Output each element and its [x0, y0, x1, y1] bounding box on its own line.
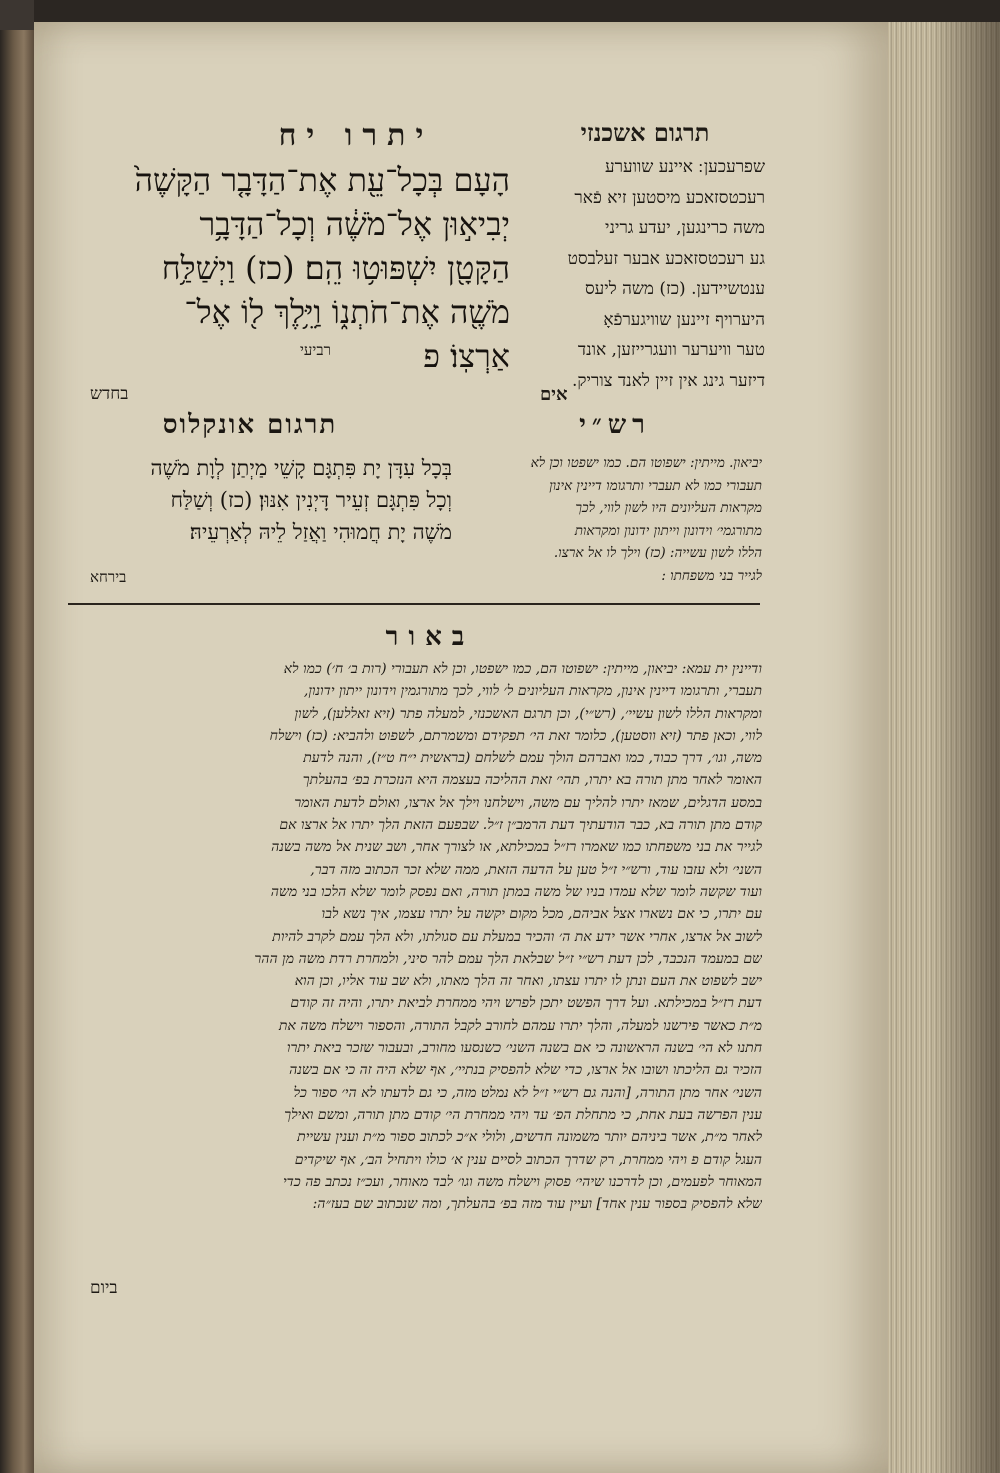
torah-line: יְבִיא֣וּן אֶל־מֹשֶׁ֔ה וְכָל־הַדָּבָ֥ר: [199, 205, 510, 243]
text-line: ענין הפרשה בעת אחת, כי מתחלת הפ׳ עד ויהי ממחרת הי׳ קודם מתן תורה, ומשם ואילך: [284, 1106, 762, 1123]
text-line: תעבורי כמו לא תעברי ותרגומו דיינין אינון: [549, 477, 762, 494]
aliyah-label: רביעי: [300, 341, 331, 359]
text-line: משה כרינגען, יעדע גריני: [605, 218, 765, 238]
text-line: טער וויערער וועגרייזען, אונד: [577, 340, 765, 360]
text-line: דיזער גינג אין זיין לאנד צוריק.: [572, 370, 765, 391]
text-line: לגייר את בני משפחתו כמו שאמרו רז״ל במכילתא, או לצורך אחר, ושב שנית אל משה בשנה: [271, 839, 762, 856]
text-line: במסע הדגלים, שמאז יתרו להליך עם משה, וישלחנו וילך אל ארצו, ואולם לדעת האומר: [294, 794, 762, 811]
onkelos-text: [88, 452, 452, 548]
text-line: הללו לשון עשייה: (כז) וילך לו אל ארצו.: [553, 545, 762, 561]
section-divider: [68, 603, 760, 605]
text-line: הזכיר גם הליכתו ושובו אל ארצו, כדי שלא להפסיק בנתיי׳, אף שלא היה זה כי אם בשנה: [289, 1062, 762, 1079]
text-line: יביאון. מייתין: ישפוטו הם. כמו ישפטו וכן לא: [530, 455, 762, 471]
parsha-heading: יתרו יח: [278, 118, 434, 153]
targum-onkelos-heading: תרגום אונקלוס: [162, 410, 338, 440]
text-line: קודם מתן תורה בא, כבר הודעתיך דעת הרמב״ן ז״ל. שבפעם הזאת הלך יתרו אל ארצו אם: [279, 817, 762, 834]
text-line: ענטשיידען. (כז) משה ליעס: [584, 279, 765, 299]
biur-text: [62, 658, 762, 1215]
targum-ashkenazi-text: [515, 152, 765, 396]
text-line: האומר לאחר מתן תורה בא יתרו, תהי׳ זאת ההליכה בעצמה היא הנזכרת בפ׳ בהעלתך: [302, 772, 762, 789]
text-line: לאחר מ״ת, אשר ביניהם יותר משמונה חדשים, ולולי א״כ לכתוב ספור מ״ת וענין עשיית: [297, 1129, 762, 1146]
text-line: רעכטסזאכע מיסטען זיא פֿאר: [574, 187, 765, 208]
text-line: מֹשֶׁה יָת חֲמוּהִי וַאֲזַל לֵיהּ לְאַרְעֵיהּ׃: [189, 520, 452, 544]
torah-line: הָעָם בְּכָל־עֵ֖ת אֶת־הַדָּבָ֤ר הַקָּשֶׁה֙: [134, 161, 510, 199]
text-line: ועוד שקשה לומר שלא עמדו בניו של משה במתן תורה, ואם נפסק לומר שלא הלכו בני משה: [270, 883, 762, 900]
catchword-im: אים: [540, 384, 568, 405]
text-line: גע רעכטסזאכע אבער זעלבסט: [567, 248, 765, 269]
text-line: השני׳ אחר מתן התורה, [והנה גם רש״י ז״ל לא נמלט מזה, כי גם לדעתו לא הי׳ ספור כל: [293, 1084, 762, 1101]
biur-heading: באור: [385, 622, 475, 652]
text-line: שלא להפסיק בספור ענין אחד] ועיין עוד מזה בפ׳ בהעלתך, ומה שנכתוב שם בעז״ה:: [312, 1196, 762, 1213]
text-line: המאוחר לפעמים, וכן לדרכנו שיהי׳ פסוק וישלח משה וגו׳ לבד מאוחר, ועכ״ז נכתב פה כדי: [283, 1173, 762, 1190]
top-shadow: [34, 0, 1000, 22]
text-line: ודיינין ית עמא: יביאון, מייתין: ישפוטו הם, כמו ישפטו, וכן לא תעבורי (רות ב׳ ח׳) כמו לא: [283, 661, 762, 677]
text-line: השני׳ ולא עזבו עוד, ורש״י ז״ל טען על הדעה הזאת, ממה שלא זכר הכתוב מזה דבר,: [310, 861, 762, 878]
rashi-heading: רש״י: [579, 410, 651, 440]
text-line: לשוב אל ארצו, אחרי אשר ידע את ה׳ והכיר במעלת עם סגולתו, ולא הלך עמם לקרב להיות: [272, 928, 762, 945]
text-line: לגייר בני משפחתו :: [661, 567, 762, 584]
targum-ashkenazi-heading: תרגום אשכנזי: [580, 118, 710, 147]
text-line: שפרעכען ׃ איינע שווערע: [605, 157, 765, 177]
text-line: העגל קודם פ ויהי ממחרת, רק שדרך הכתוב לסיים ענין א׳ כולו ויתחיל הב׳, אף שיקדים: [294, 1151, 762, 1168]
catchword-birha: בירחא: [90, 568, 127, 586]
torah-line: הַקָּטָ֖ן יִשְׁפּוּט֥וּ הֵֽם׃ (כז) וַיְשַׁלַּ֥ח: [161, 249, 510, 287]
text-line: עם יתרו, כי אם נשארו אצל אביהם, מכל מקום יקשה על יתרו עצמו, איך נשא לבו: [321, 906, 762, 923]
text-line: דעת רז״ל במכילתא. ועל דרך הפשט יתכן לפרש ויהי ממחרת לביאת יתרו, והיה זה קודם: [290, 995, 762, 1012]
text-line: היערויף זיינען שוויגערפֿאָ: [603, 309, 765, 330]
torah-line: אַרְצֽוֹ׃ פ: [423, 337, 510, 375]
text-line: חתנו לא הי׳ בשנה הראשונה כי אם בשנה השני׳ כשנסעו מחורב, ובעבור שזכר ביאת יתרו: [286, 1040, 762, 1057]
text-line: וְכָל פִּתְגָּם זְעֵיר דָּיְנִין אִנּוּן׃ (כז) וְשַׁלַּח: [170, 488, 452, 512]
book-binding: [0, 30, 34, 1473]
torah-line: מֹשֶׁ֖ה אֶת־חֹתְנ֑וֹ וַיֵּ֥לֶךְ ל֖וֹ אֶל־: [184, 293, 510, 331]
text-line: ישב לשפוט את העם ונתן לו יתרו עצתו, ואחר זה הלך מאתו, ולא שב עוד אליו, וכן הוא: [294, 973, 762, 990]
catchword-bayom: ביום: [90, 1278, 118, 1298]
catchword-bhodesh: בחדש: [90, 384, 129, 404]
text-line: ומקראות הללו לשון עשיי׳, (רש״י), וכן תרגם האשכנזי, למעלה פתר (זיא זאללען), לשון: [294, 705, 762, 722]
text-line: מקראות העליונים היו לשון לווי, לכך: [575, 500, 762, 516]
text-line: בְּכָל עִדָּן יָת פִּתְגָּם קָשֵׁי מַיְתַן לְוָת מֹשֶׁה: [150, 456, 452, 480]
text-line: מתורגמי׳ וידונון וייתון ידונון ומקראות: [574, 522, 762, 539]
text-line: מ״ת כאשר פירשנו למעלה, והלך יתרו עמהם לחורב לקבל התורה, והספור וישלח משה את: [278, 1017, 762, 1034]
page-edges: [888, 22, 1000, 1473]
text-line: לווי, וכאן פתר (זיא ווסטען), כלומר זאת הי׳ תפקידם ומשמרתם, לשפוט ולהביא: (כז) וישלח: [269, 727, 762, 744]
rashi-text: [462, 452, 762, 587]
text-line: תעברי, ותרגומו דיינין אינון, מקראות העליונים ל׳ לווי, לכך מתורגמין וידונון ייתון ידונון,: [303, 683, 762, 700]
text-line: משה, וגו׳, דרך כבוד, כמו ואברהם הולך עמם לשלחם (בראשית י״ח ט״ז), והנה לדעת: [303, 750, 762, 767]
text-line: שם במעמד הנכבד, לכן דעת רש״י ז״ל שבלאת הלך עמם להר סיני, ולמחרת רדת משה מן ההר: [254, 950, 762, 967]
